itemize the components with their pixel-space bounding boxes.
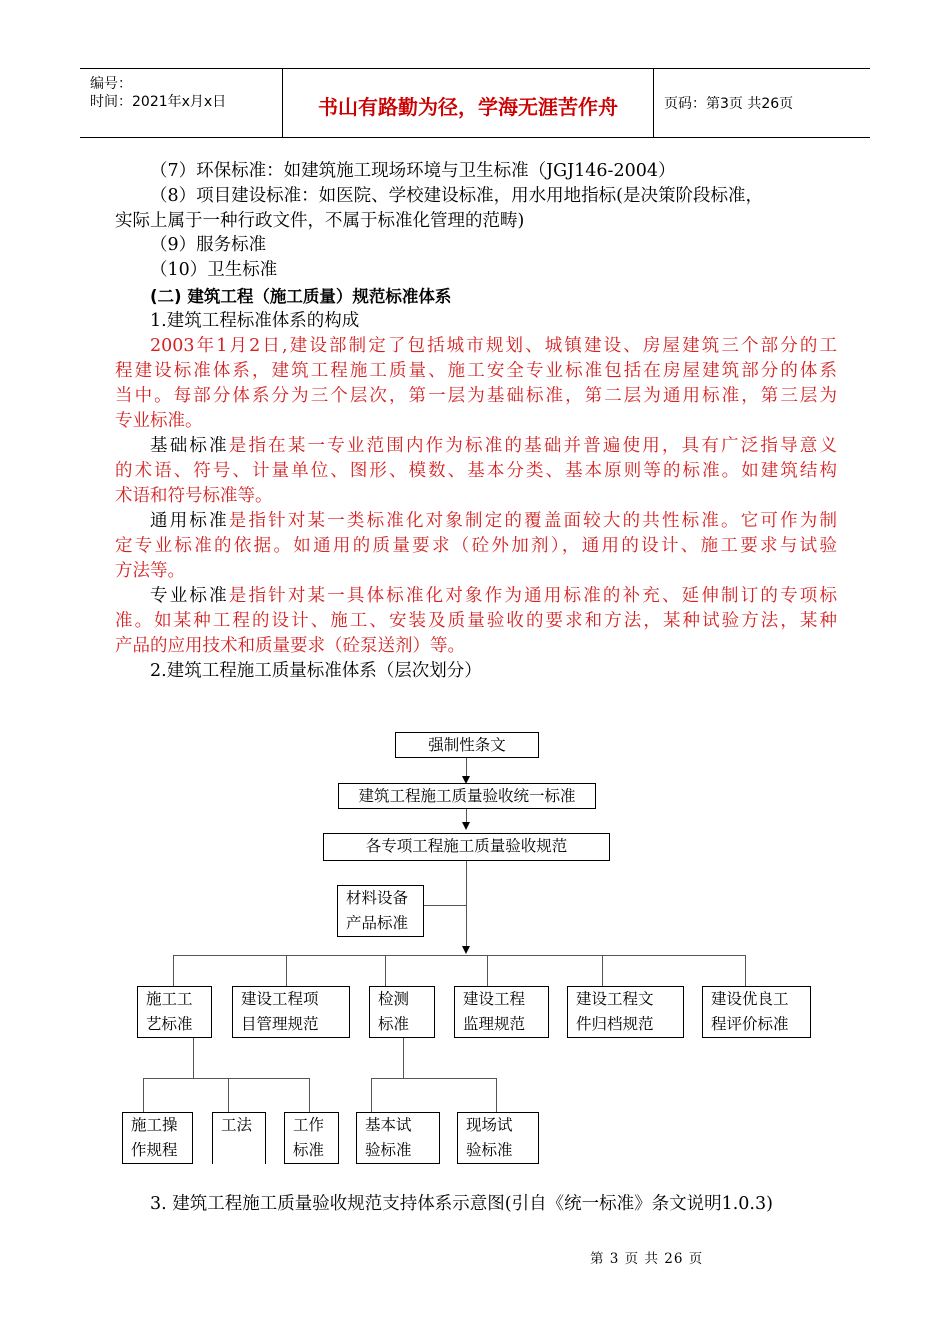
time-label: 时间：2021年x月x日 — [90, 94, 227, 110]
box-quality-evaluation-standard — [702, 986, 811, 1038]
page-info: 页码：第3页 共26页 — [664, 96, 794, 112]
box-unified-standard — [338, 783, 596, 809]
header-left-cell — [80, 69, 282, 137]
connector-line — [371, 1078, 372, 1114]
text-line: 准。如某种工程的设计、施工、安装及质量验收的要求和方法，某种试验方法，某种 — [115, 611, 837, 631]
box-work-standard — [284, 1112, 339, 1164]
box-operation-procedure — [122, 1112, 193, 1164]
box-label: 施工工 — [146, 990, 193, 1008]
text-line: 专业标准。 — [115, 411, 203, 431]
section-heading: (二) 建筑工程（施工质量）规范标准体系 — [150, 287, 452, 306]
box-project-management-code — [232, 986, 350, 1038]
box-label: 材料设备 — [346, 889, 409, 907]
box-specialty-codes — [323, 833, 610, 861]
box-label: 检测 — [378, 990, 410, 1008]
box-basic-test-standard — [356, 1112, 440, 1164]
box-label: 工法 — [221, 1116, 253, 1134]
connector-line — [602, 955, 603, 987]
page-footer: 第 3 页 共 26 页 — [590, 1251, 704, 1267]
connector-line — [193, 1036, 194, 1078]
box-label: 产品标准 — [346, 914, 409, 932]
text-line: 实际上属于一种行政文件，不属于标准化管理的范畴) — [115, 211, 525, 231]
text-line: 是指针对某一类标准化对象制定的覆盖面较大的共性标准。它可作为制 — [228, 511, 837, 531]
text-line: 定专业标准的依据。如通用的质量要求（砼外加剂），通用的设计、施工要求与试验 — [115, 536, 837, 556]
box-label: 作规程 — [131, 1141, 178, 1159]
connector-line — [424, 905, 466, 906]
text-line: 术语和符号标准等。 — [115, 486, 273, 506]
box-label: 验标准 — [466, 1141, 513, 1159]
box-label: 强制性条文 — [428, 736, 506, 754]
connector-line — [466, 860, 467, 950]
box-field-test-standard — [457, 1112, 539, 1164]
connector-line — [403, 1036, 404, 1078]
connector-line — [286, 955, 287, 987]
connector-line — [496, 1078, 497, 1114]
box-label: 施工操 — [131, 1116, 178, 1134]
box-label: 建筑工程施工质量验收统一标准 — [358, 787, 576, 805]
box-label: 工作 — [293, 1116, 325, 1134]
box-label: 建设工程文 — [576, 990, 654, 1008]
connector-line — [371, 1078, 496, 1079]
box-label: 建设工程 — [463, 990, 526, 1008]
text-line: （8）项目建设标准：如医院、学校建设标准，用水用地指标(是决策阶段标准， — [150, 186, 763, 206]
box-label: 基本试 — [365, 1116, 412, 1134]
box-archiving-code — [567, 986, 684, 1038]
number-label: 编号： — [90, 76, 132, 92]
subsection-heading: 2.建筑工程施工质量标准体系（层次划分） — [150, 661, 482, 681]
connector-line — [385, 955, 386, 987]
paragraph-line — [150, 584, 837, 609]
box-label: 件归档规范 — [576, 1015, 654, 1033]
box-label: 标准 — [293, 1141, 325, 1159]
box-construction-method — [212, 1112, 266, 1164]
text-line: （10）卫生标准 — [150, 260, 278, 280]
figure-caption: 3. 建筑工程施工质量验收规范支持体系示意图(引自《统一标准》条文说明1.0.3) — [150, 1194, 773, 1214]
connector-line — [745, 955, 746, 987]
connector-line — [173, 955, 174, 987]
arrow-down-icon — [462, 946, 470, 954]
box-label: 各专项工程施工质量验收规范 — [365, 837, 568, 855]
term-general: 通用标准 — [150, 511, 229, 531]
box-construction-process-standard — [137, 986, 212, 1038]
text-line: 是指针对某一具体标准化对象作为通用标准的补充、延伸制订的专项标 — [228, 586, 837, 606]
text-line: 2003年1月2日,建设部制定了包括城市规划、城镇建设、房屋建筑三个部分的工 — [150, 336, 837, 356]
term-basic: 基础标准 — [150, 436, 229, 456]
box-material-standards — [337, 885, 424, 937]
connector-line — [309, 1078, 310, 1114]
text-line: 方法等。 — [115, 561, 185, 581]
box-testing-standard — [369, 986, 435, 1038]
text-line: （9）服务标准 — [150, 235, 267, 255]
connector-line — [487, 955, 488, 987]
box-label: 建设优良工 — [711, 990, 789, 1008]
arrow-down-icon — [462, 822, 470, 830]
text-line: 的术语、符号、计量单位、图形、模数、基本分类、基本原则等的标准。如建筑结构 — [115, 461, 837, 481]
connector-line — [228, 1078, 229, 1114]
text-line: （7）环保标准：如建筑施工现场环境与卫生标准（JGJ146-2004） — [150, 161, 676, 181]
box-label: 标准 — [378, 1015, 410, 1033]
box-label: 验标准 — [365, 1141, 412, 1159]
box-label: 程评价标准 — [711, 1015, 789, 1033]
paragraph-line — [150, 509, 837, 534]
paragraph-line — [150, 434, 837, 459]
text-line: 程建设标准体系，建筑工程施工质量、施工安全专业标准包括在房屋建筑部分的体系 — [115, 361, 837, 381]
page-header — [80, 68, 870, 138]
connector-line — [173, 955, 745, 956]
subsection-heading: 1.建筑工程标准体系的构成 — [150, 311, 360, 331]
box-supervision-code — [454, 986, 549, 1038]
text-line: 产品的应用技术和质量要求（砼泵送剂）等。 — [115, 636, 465, 656]
box-label: 现场试 — [466, 1116, 513, 1134]
text-line: 是指在某一专业范围内作为标准的基础并普遍使用，具有广泛指导意义 — [228, 436, 837, 456]
box-label: 目管理规范 — [241, 1015, 319, 1033]
box-mandatory-provisions — [395, 732, 539, 758]
motto: 书山有路勤为径，学海无涯苦作舟 — [282, 69, 654, 137]
box-label: 监理规范 — [463, 1015, 526, 1033]
box-label: 艺标准 — [146, 1015, 193, 1033]
term-professional: 专业标准 — [150, 586, 229, 606]
connector-line — [143, 1078, 144, 1114]
box-label: 建设工程项 — [241, 990, 319, 1008]
connector-line — [143, 1078, 309, 1079]
text-line: 当中。每部分体系分为三个层次，第一层为基础标准，第二层为通用标准，第三层为 — [115, 386, 837, 406]
